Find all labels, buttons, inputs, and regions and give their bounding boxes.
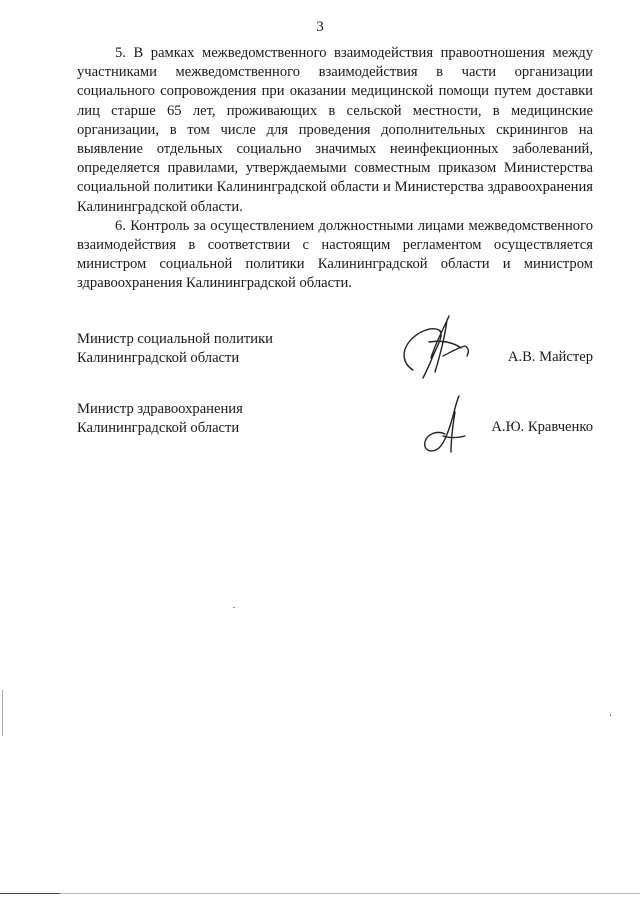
scan-artifact [610,714,611,716]
page-number: 3 [316,19,324,35]
paragraph-6: 6. Контроль за осуществлением должностными лицами межведомственного взаимодействия в соответствии с настоящим регламентом осуществляется министром социальной политики Калининградской области и министром здравоохранения Калининградской области. [77,217,593,292]
paragraph-5: 5. В рамках межведомственного взаимодействия правоотношения между участниками межведомственного взаимодействия в части организации социального сопровождения при оказании медицинской помощи путем доставки лиц старше 65 лет, проживающих в сельской местности, в медицинские организации, в том числе для проведения дополнительных скринингов на выявление отдельных социально значимых неинфекционных заболеваний, определяется правилами, утверждаемыми совместным приказом Министерства социальной политики Калининградской области и Министерства здравоохранения Калининградской области. [77,45,593,215]
scan-edge-line [60,893,640,894]
signatory-title [77,330,273,368]
scan-artifact [233,607,235,608]
signature-block-social-policy [77,330,593,390]
scan-edge-line [0,893,60,894]
document-body [77,44,593,294]
handwritten-signature-icon [395,312,485,382]
signatory-title-line: Калининградской области [77,420,240,437]
signatory-name: А.Ю. Кравченко [491,419,593,435]
handwritten-signature-icon [415,394,475,458]
signatory-title-line: Калининградской области [77,350,240,367]
signatory-title [77,400,243,438]
signatory-title-line: Министр здравоохранения [77,401,243,417]
signatory-title-line: Министр социальной политики [77,331,273,347]
signature-block-health [77,400,593,460]
signatory-name: А.В. Майстер [507,349,593,365]
scan-artifact [2,690,3,736]
